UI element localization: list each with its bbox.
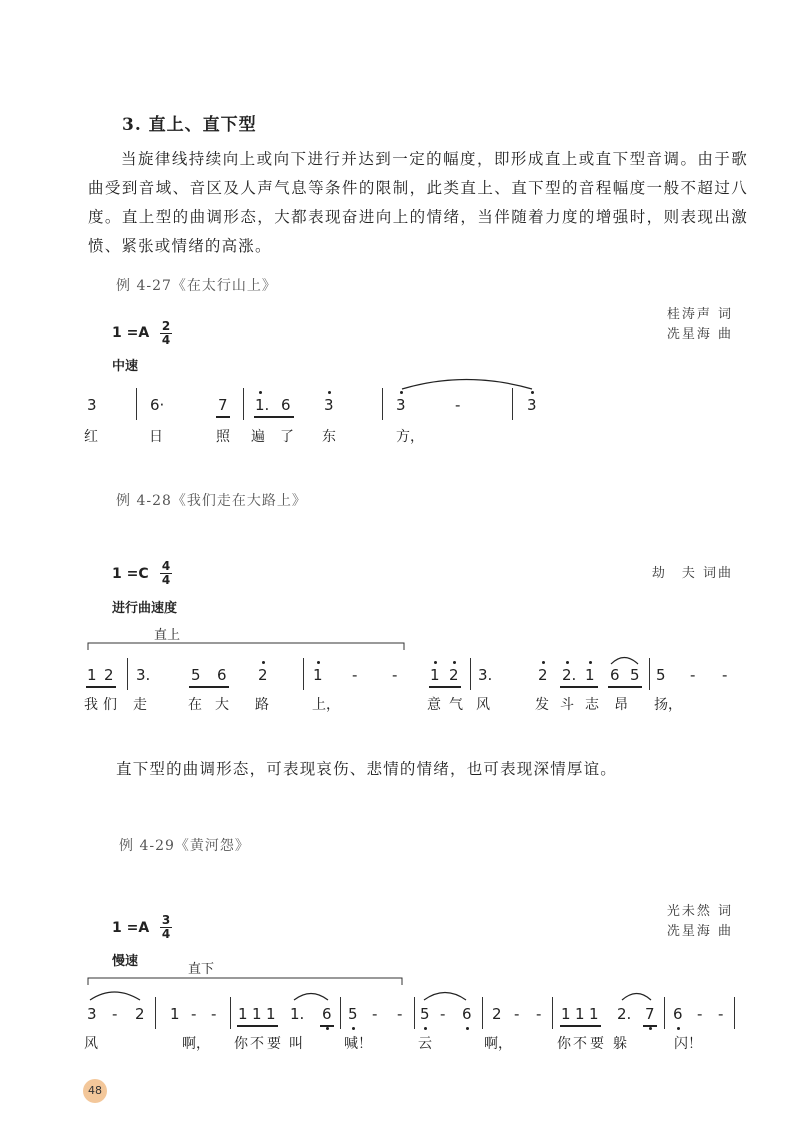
lyric: 风 — [476, 697, 490, 713]
note: 6 — [322, 1005, 332, 1023]
note: 3 — [87, 396, 97, 414]
note: - — [718, 1005, 724, 1023]
note: 1 — [252, 1005, 262, 1023]
lyric: 志 — [585, 697, 599, 713]
lyric: 日 — [149, 429, 163, 445]
note: 5 — [348, 1005, 358, 1023]
note: 2. — [562, 666, 577, 684]
note: 6 — [462, 1005, 472, 1023]
example-label-3: 例 4-29《黄河怨》 — [119, 838, 250, 854]
slur — [90, 992, 140, 1000]
tempo-3: 慢速 — [112, 954, 139, 969]
phrase-bracket — [88, 643, 404, 650]
section-heading: 3. 直上、直下型 — [122, 115, 257, 135]
lyric: 要 — [590, 1036, 604, 1052]
slur — [622, 994, 651, 1001]
note: - — [697, 1005, 703, 1023]
note: 6· — [150, 396, 165, 414]
note: 1 — [430, 666, 440, 684]
note: - — [397, 1005, 403, 1023]
phrase-bracket — [88, 978, 402, 985]
note: 2 — [538, 666, 548, 684]
lyric: 意 — [427, 697, 441, 713]
lyric: 了 — [280, 429, 294, 445]
note: 2 — [104, 666, 114, 684]
note: 1 — [589, 1005, 599, 1023]
lyric: 扬， — [654, 697, 682, 713]
lyric: 走 — [133, 697, 147, 713]
slur — [424, 993, 466, 1001]
lyric: 不 — [573, 1036, 587, 1052]
meter-bottom-3: 4 — [161, 927, 171, 941]
slur — [402, 380, 532, 390]
tempo-2: 进行曲速度 — [112, 601, 178, 616]
meter-top-2: 4 — [161, 559, 171, 573]
note: 6 — [610, 666, 620, 684]
note: - — [722, 666, 728, 684]
note: - — [536, 1005, 542, 1023]
lyric: 遍 — [251, 429, 265, 445]
lyric: 在 — [188, 697, 202, 713]
note: - — [455, 396, 461, 414]
note: 6 — [673, 1005, 683, 1023]
example-label-1: 例 4-27《在太行山上》 — [116, 278, 277, 294]
credit-2: 劫 夫 词曲 — [651, 566, 733, 581]
lyric: 大 — [215, 697, 229, 713]
note: 2 — [258, 666, 268, 684]
note: 3 — [396, 396, 406, 414]
slur — [611, 658, 638, 665]
lyric: 路 — [255, 697, 269, 713]
note: 7 — [218, 396, 228, 414]
lyric: 叫 — [289, 1036, 303, 1052]
note: 1 — [585, 666, 595, 684]
note: - — [211, 1005, 217, 1023]
note: 1 — [87, 666, 97, 684]
lyric: 闪！ — [674, 1036, 702, 1052]
meter-top-3: 3 — [161, 913, 171, 927]
lyric: 云 — [418, 1036, 432, 1052]
note: 1 — [313, 666, 323, 684]
note: 3. — [136, 666, 151, 684]
tempo-1: 中速 — [112, 359, 139, 374]
note: 3 — [87, 1005, 97, 1023]
meter-top-1: 2 — [161, 319, 171, 333]
bracket-label-3: 直下 — [188, 962, 215, 977]
note: 3 — [527, 396, 537, 414]
composer-1: 冼星海 曲 — [666, 327, 733, 342]
note: 1. — [255, 396, 270, 414]
composer-3: 冼星海 曲 — [666, 924, 733, 939]
lyric: 东 — [322, 429, 336, 445]
note: 2 — [449, 666, 459, 684]
lyric: 气 — [449, 697, 463, 713]
lyricist-1: 桂涛声 词 — [666, 307, 733, 322]
note: 5 — [191, 666, 201, 684]
lyric: 我 — [84, 697, 98, 713]
lyric: 你 — [557, 1036, 571, 1052]
note: 1. — [290, 1005, 305, 1023]
note: 5 — [630, 666, 640, 684]
note: 1 — [170, 1005, 180, 1023]
note: 1 — [575, 1005, 585, 1023]
note: 2 — [135, 1005, 145, 1023]
slur — [294, 994, 328, 1001]
note: 3 — [324, 396, 334, 414]
lyric: 风 — [84, 1036, 98, 1052]
note: - — [440, 1005, 446, 1023]
note: - — [191, 1005, 197, 1023]
lyricist-3: 光未然 词 — [666, 904, 733, 919]
note: - — [392, 666, 398, 684]
note: - — [690, 666, 696, 684]
note: 7 — [645, 1005, 655, 1023]
note: 3. — [478, 666, 493, 684]
lyric: 躲 — [613, 1036, 627, 1052]
lyric: 你 — [234, 1036, 248, 1052]
lyric: 喊！ — [344, 1036, 372, 1052]
lyric: 红 — [84, 429, 98, 445]
lyric: 们 — [103, 697, 117, 713]
note: - — [352, 666, 358, 684]
note: - — [372, 1005, 378, 1023]
lyric: 要 — [267, 1036, 281, 1052]
lyric: 照 — [216, 429, 230, 445]
lyric: 不 — [250, 1036, 264, 1052]
lyric: 方， — [396, 429, 424, 445]
note: - — [112, 1005, 118, 1023]
note: 5 — [656, 666, 666, 684]
key-signature-2: 1 =C — [112, 566, 149, 582]
note: 6 — [281, 396, 291, 414]
note: 1 — [561, 1005, 571, 1023]
note: 2 — [492, 1005, 502, 1023]
descending-sentence: 直下型的曲调形态，可表现哀伤、悲情的情绪，也可表现深情厚谊。 — [116, 760, 618, 778]
note: 2. — [617, 1005, 632, 1023]
lyric: 啊， — [182, 1036, 210, 1052]
key-signature-1: 1 =A — [112, 325, 150, 341]
note: - — [514, 1005, 520, 1023]
intro-paragraph: 当旋律线持续向上或向下进行并达到一定的幅度，即形成直上或直下型音调。由于歌曲受到音域、音区及人声气息等条件的限制，此类直上、直下型的音程幅度一般不超过八度。直上型的曲调形态，大都表现奋进向上的情绪，当伴随着力度的增强时，则表现出激愤、紧张或情绪的高涨。 — [88, 150, 748, 255]
note: 1 — [238, 1005, 248, 1023]
lyric: 斗 — [560, 697, 574, 713]
note: 6 — [217, 666, 227, 684]
note: 1 — [266, 1005, 276, 1023]
lyric: 昂 — [614, 697, 628, 713]
page-number: 48 — [83, 1079, 107, 1103]
meter-bottom-1: 4 — [161, 333, 171, 347]
key-signature-3: 1 =A — [112, 920, 150, 936]
lyric: 啊， — [484, 1036, 512, 1052]
lyric: 发 — [535, 697, 549, 713]
bracket-label-2: 直上 — [154, 628, 181, 643]
example-label-2: 例 4-28《我们走在大路上》 — [116, 493, 307, 509]
meter-bottom-2: 4 — [161, 573, 171, 587]
lyric: 上， — [312, 697, 340, 713]
note: 5 — [420, 1005, 430, 1023]
